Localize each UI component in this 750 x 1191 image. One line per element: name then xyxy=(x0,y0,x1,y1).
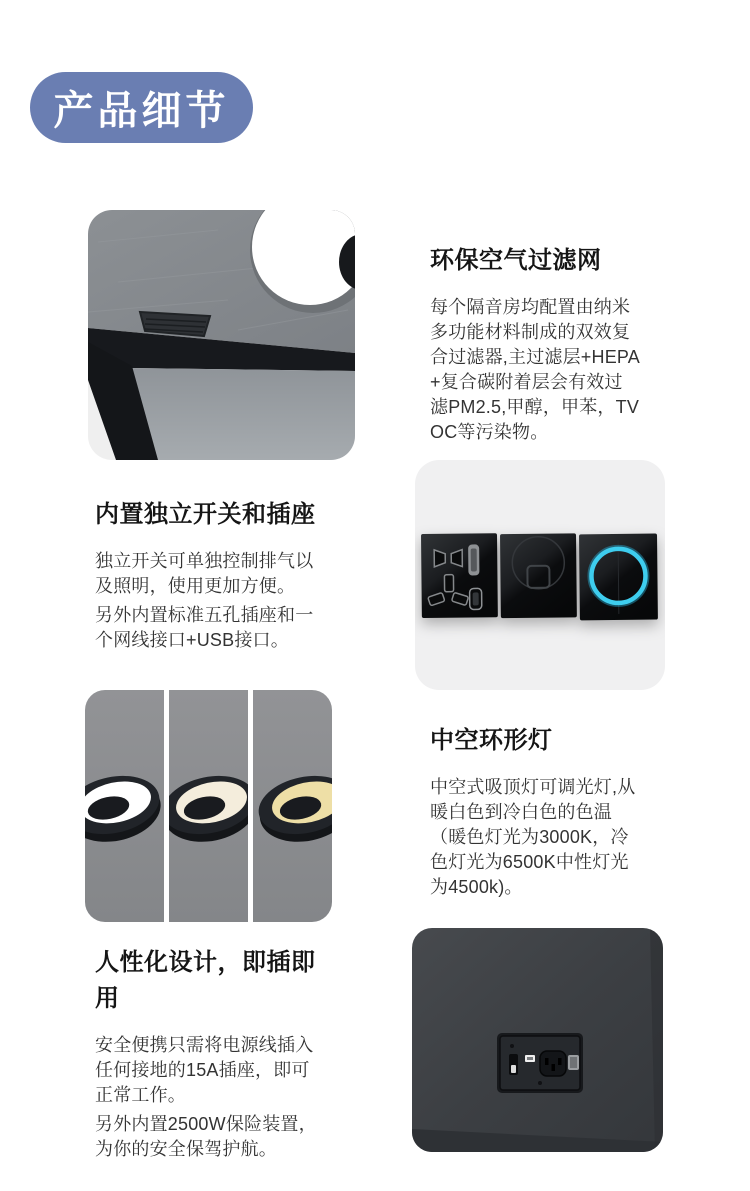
section-air-filter xyxy=(430,243,640,449)
section-switch-socket xyxy=(95,497,321,657)
section-switch-socket-paragraph-2: 另外内置标准五孔插座和一个网线接口+USB接口。 xyxy=(95,605,314,650)
section-switch-socket-title: 内置独立开关和插座 xyxy=(95,501,316,528)
booth-ceiling-vent-photo xyxy=(88,210,355,460)
ceiling-illustration xyxy=(88,210,355,460)
section-plug-and-play-paragraph-1: 安全便携只需将电源线插入任何接地的15A插座，即可正常工作。 xyxy=(95,1035,314,1105)
power-inlet-wall-photo xyxy=(412,928,663,1152)
section-ring-light xyxy=(430,723,644,904)
product-details-badge-label: 产品细节 xyxy=(53,89,230,133)
ring-light-warm-panel xyxy=(253,690,332,922)
switch-socket-panel-photo xyxy=(415,460,665,690)
section-switch-socket-paragraph-1: 独立开关可单独控制排气以及照明，使用更加方便。 xyxy=(95,551,314,596)
power-inlet-plate-icon xyxy=(497,1033,583,1093)
ring-light-cool-panel xyxy=(85,690,166,922)
ring-light-color-temps-photo xyxy=(85,690,332,922)
ring-light-illustration xyxy=(85,690,332,922)
c14-inlet-icon xyxy=(540,1051,566,1076)
section-air-filter-paragraph: 每个隔音房均配置由纳米多功能材料制成的双效复合过滤器,主过滤层+HEPA+复合碳附着层会有效过滤PM2.5,甲醇，甲苯，TVOC等污染物。 xyxy=(430,297,640,442)
ring-light-neutral-panel xyxy=(157,690,262,922)
section-plug-and-play-paragraph-2: 另外内置2500W保险装置，为你的安全保驾护航。 xyxy=(95,1114,317,1159)
section-ring-light-title: 中空环形灯 xyxy=(430,727,553,754)
power-inlet-illustration xyxy=(412,928,663,1152)
section-ring-light-paragraph: 中空式吸顶灯可调光灯,从暖白色到冷白色的色温（暖色灯光为3000K，冷色灯光为6500K中性灯光为4500k)。 xyxy=(430,777,636,897)
product-details-badge xyxy=(30,72,253,143)
section-plug-and-play-title: 人性化设计，即插即用 xyxy=(95,949,316,1012)
switch-panel-illustration xyxy=(415,460,665,690)
section-air-filter-title: 环保空气过滤网 xyxy=(430,247,602,274)
section-plug-and-play xyxy=(95,945,321,1166)
